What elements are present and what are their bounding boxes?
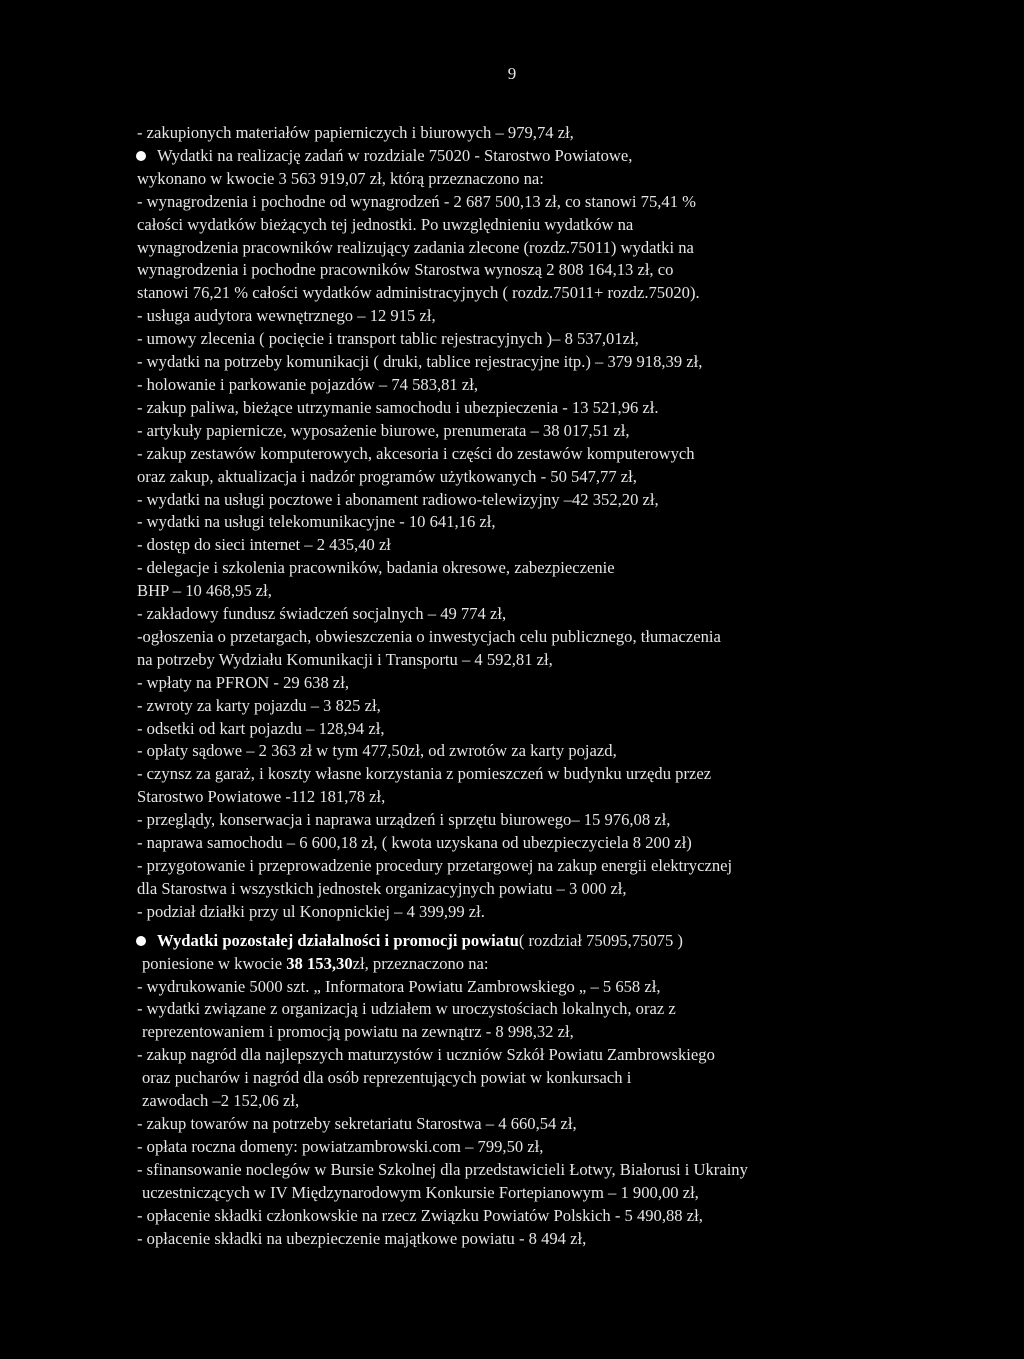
text-line: oraz pucharów i nagród dla osób reprezentujących powiat w konkursach i	[142, 1068, 632, 1088]
text-line: - zakup towarów na potrzeby sekretariatu Starostwa – 4 660,54 zł,	[137, 1113, 577, 1133]
page-number: 9	[507, 64, 517, 83]
text-line: - podział działki przy ul Konopnickiej – 4 399,99 zł.	[137, 901, 485, 921]
text-line: - artykuły papiernicze, wyposażenie biurowe, prenumerata – 38 017,51 zł,	[137, 420, 630, 440]
text-line: - delegacje i szkolenia pracowników, badania okresowe, zabezpieczenie	[137, 558, 615, 578]
text-line: - zakup nagród dla najlepszych maturzystów i uczniów Szkół Powiatu Zambrowskiego	[137, 1045, 715, 1065]
text-line: na potrzeby Wydziału Komunikacji i Transportu – 4 592,81 zł,	[137, 649, 553, 669]
text-line: całości wydatków bieżących tej jednostki. Po uwzględnieniu wydatków na	[137, 214, 634, 234]
text-line: reprezentowaniem i promocją powiatu na zewnątrz - 8 998,32 zł,	[142, 1022, 574, 1042]
section-heading	[137, 930, 1017, 953]
text-line: - wydatki na usługi telekomunikacyjne - 10 641,16 zł,	[137, 512, 496, 532]
spent-prefix: poniesione w kwocie	[142, 953, 287, 973]
text-line: - holowanie i parkowanie pojazdów – 74 583,81 zł,	[137, 374, 479, 394]
text-line: stanowi 76,21 % całości wydatków administracyjnych ( rozdz.75011+ rozdz.75020).	[137, 283, 700, 303]
text-line: - wynagrodzenia i pochodne od wynagrodzeń - 2 687 500,13 zł, co stanowi 75,41 %	[137, 191, 696, 211]
text-line: - umowy zlecenia ( pocięcie i transport tablic rejestracyjnych )– 8 537,01zł,	[137, 329, 639, 349]
text-line: - opłaty sądowe – 2 363 zł w tym 477,50zł, od zwrotów za karty pojazd,	[137, 741, 617, 761]
document-body	[137, 122, 1017, 1250]
text-line: - przeglądy, konserwacja i naprawa urządzeń i sprzętu biurowego– 15 976,08 zł,	[137, 810, 671, 830]
text-line: - opłacenie składki na ubezpieczenie majątkowe powiatu - 8 494 zł,	[137, 1228, 587, 1248]
text-line: - odsetki od kart pojazdu – 128,94 zł,	[137, 718, 385, 738]
text-line: - zwroty za karty pojazdu – 3 825 zł,	[137, 695, 381, 715]
spent-amount: 38 153,30	[286, 953, 353, 973]
text-line: - zakupionych materiałów papierniczych i biurowych – 979,74 zł,	[137, 123, 574, 142]
text-line: wykonano w kwocie 3 563 919,07 zł, którą przeznaczono na:	[137, 168, 544, 188]
spent-suffix: zł, przeznaczono na:	[352, 953, 489, 973]
text-line: - wydatki związane z organizacją i udziałem w uroczystościach lokalnych, oraz z	[137, 999, 676, 1019]
section-subtitle: ( rozdział 75095,75075 )	[518, 930, 683, 950]
text-line: - opłacenie składki członkowskie na rzecz Związku Powiatów Polskich - 5 490,88 zł,	[137, 1205, 703, 1225]
text-line: - usługa audytora wewnętrznego – 12 915 zł,	[137, 306, 436, 326]
text-line: oraz zakup, aktualizacja i nadzór programów użytkowanych - 50 547,77 zł,	[137, 466, 637, 486]
text-line: - sfinansowanie noclegów w Bursie Szkolnej dla przedstawicieli Łotwy, Białorusi i Ukrainy	[137, 1159, 748, 1179]
text-line: -ogłoszenia o przetargach, obwieszczenia o inwestycjach celu publicznego, tłumaczenia	[137, 626, 721, 646]
text-line: Starostwo Powiatowe -112 181,78 zł,	[137, 787, 386, 807]
text-line: - zakładowy fundusz świadczeń socjalnych – 49 774 zł,	[137, 604, 507, 624]
text-line: - przygotowanie i przeprowadzenie procedury przetargowej na zakup energii elektrycznej	[137, 856, 733, 875]
text-line: - wydatki na usługi pocztowe i abonament radiowo-telewizyjny –42 352,20 zł,	[137, 489, 659, 509]
text-line: - wydrukowanie 5000 szt. „ Informatora Powiatu Zambrowskiego „ – 5 658 zł,	[137, 976, 661, 996]
section-title: Wydatki pozostałej działalności i promocji powiatu	[157, 930, 519, 950]
text-line: zawodach –2 152,06 zł,	[142, 1091, 300, 1111]
text-line: dla Starostwa i wszystkich jednostek organizacyjnych powiatu – 3 000 zł,	[137, 878, 627, 898]
text-line: - czynsz za garaż, i koszty własne korzystania z pomieszczeń w budynku urzędu przez	[137, 764, 712, 784]
text-line: - zakup paliwa, bieżące utrzymanie samochodu i ubezpieczenia - 13 521,96 zł.	[137, 397, 659, 417]
text-line: wynagrodzenia pracowników realizujący zadania zlecone (rozdz.75011) wydatki na	[137, 237, 694, 257]
text-line: Wydatki na realizację zadań w rozdziale 75020 - Starostwo Powiatowe,	[157, 145, 633, 165]
bullet-icon	[136, 936, 146, 946]
text-line: - naprawa samochodu – 6 600,18 zł, ( kwota uzyskana od ubezpieczyciela 8 200 zł)	[137, 833, 692, 853]
bullet-icon	[136, 151, 146, 161]
text-line: wynagrodzenia i pochodne pracowników Starostwa wynoszą 2 808 164,13 zł, co	[137, 260, 674, 280]
text-line: - zakup zestawów komputerowych, akcesoria i części do zestawów komputerowych	[137, 443, 695, 463]
text-line: - wydatki na potrzeby komunikacji ( druki, tablice rejestracyjne itp.) – 379 918,39 zł,	[137, 352, 703, 372]
text-line: BHP – 10 468,95 zł,	[137, 581, 272, 601]
text-line	[137, 953, 1017, 976]
text-line: - opłata roczna domeny: powiatzambrowski.com – 799,50 zł,	[137, 1136, 544, 1156]
text-line: - dostęp do sieci internet – 2 435,40 zł	[137, 535, 391, 555]
bullet-paragraph	[137, 145, 1017, 168]
text-line: - wpłaty na PFRON - 29 638 zł,	[137, 672, 350, 692]
text-line: uczestniczących w IV Międzynarodowym Konkursie Fortepianowym – 1 900,00 zł,	[142, 1182, 699, 1202]
